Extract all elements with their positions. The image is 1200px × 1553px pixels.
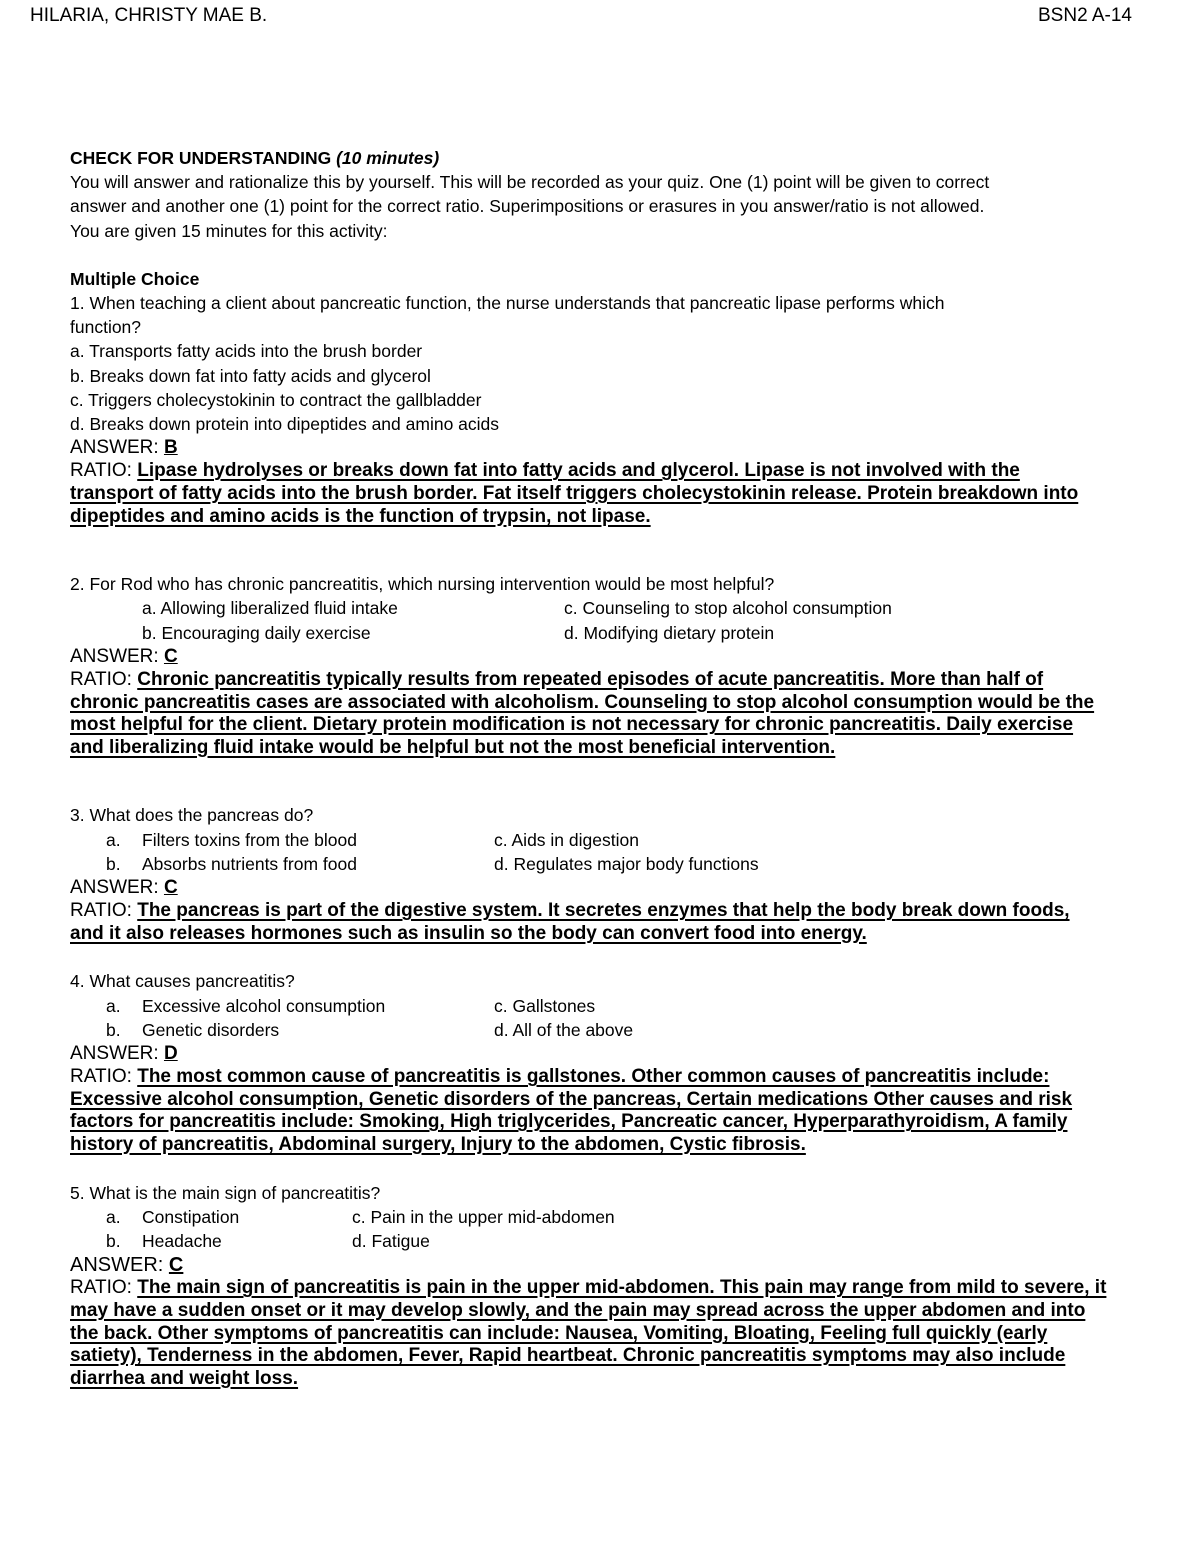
- instructions-line: You are given 15 minutes for this activity:: [70, 220, 388, 241]
- options-grid: [70, 596, 1150, 644]
- option-d: d. All of the above: [494, 1019, 634, 1040]
- option-a: a. Allowing liberalized fluid intake: [142, 598, 398, 619]
- ratio-text: satiety), Tenderness in the abdomen, Fever, Rapid heartbeat. Chronic pancreatitis symptoms may also include: [70, 1345, 1066, 1367]
- ratio-label: RATIO:: [70, 460, 132, 482]
- ratio-text: diarrhea and weight loss.: [70, 1367, 299, 1389]
- answer-label: ANSWER:: [70, 645, 159, 667]
- student-name: HILARIA, CHRISTY MAE B.: [30, 5, 268, 26]
- answer-key: C: [163, 645, 178, 667]
- answer-line: [70, 645, 1150, 669]
- activity-title: CHECK FOR UNDERSTANDING: [70, 148, 332, 168]
- answer-label: ANSWER:: [70, 1254, 164, 1277]
- ratio-text: may have a sudden onset or it may develop slowly, and the pain may spread across the upper abdomen and into: [70, 1299, 1086, 1321]
- option-b: b. Encouraging daily exercise: [142, 622, 371, 643]
- instructions-line: You will answer and rationalize this by yourself. This will be recorded as your quiz. One (1) point will be given to correct: [70, 172, 990, 193]
- answer-label: ANSWER:: [70, 876, 159, 898]
- ratio-text: The main sign of pancreatitis is pain in the upper mid-abdomen. This pain may range from mild to severe, it: [137, 1277, 1107, 1299]
- ratio-block: [70, 1277, 1150, 1390]
- option-b: Genetic disorders: [142, 1019, 280, 1040]
- question-4: [70, 969, 1150, 1156]
- answer-key: B: [163, 437, 178, 459]
- option-c: c. Gallstones: [494, 995, 596, 1016]
- answer-label: ANSWER:: [70, 1042, 159, 1064]
- question-1: [70, 291, 1150, 528]
- option-b-letter: b.: [106, 1019, 121, 1040]
- ratio-block: [70, 669, 1150, 759]
- ratio-label: RATIO:: [70, 1277, 132, 1299]
- option-d: d. Breaks down protein into dipeptides and amino acids: [70, 414, 500, 435]
- page-header: [30, 4, 1132, 28]
- ratio-text: the back. Other symptoms of pancreatitis can include: Nausea, Vomiting, Bloating, Feeling full quickly (early: [70, 1322, 1048, 1344]
- answer-label: ANSWER:: [70, 437, 159, 459]
- ratio-text: and it also releases hormones such as insulin so the body can convert food into energy.: [70, 922, 867, 944]
- ratio-text: The pancreas is part of the digestive system. It secretes enzymes that help the body break down foods,: [137, 900, 1070, 922]
- option-c: c. Aids in digestion: [494, 829, 639, 850]
- option-b: Headache: [142, 1230, 222, 1251]
- option-d: d. Fatigue: [352, 1230, 430, 1251]
- ratio-text: transport of fatty acids into the brush border. Fat itself triggers cholecystokinin release. Protein breakdown into: [70, 483, 1079, 505]
- question-stem: function?: [70, 317, 142, 338]
- options-grid: [70, 994, 1150, 1042]
- answer-line: [70, 1042, 1150, 1066]
- question-stem: 5. What is the main sign of pancreatitis?: [70, 1182, 381, 1203]
- ratio-text: factors for pancreatitis include: Smoking, High triglycerides, Pancreatic cancer, Hyperparathyroidism, A family: [70, 1111, 1068, 1133]
- student-section: BSN2 A-14: [1038, 5, 1132, 26]
- answer-line: [70, 876, 1150, 900]
- ratio-text: Lipase hydrolyses or breaks down fat into fatty acids and glycerol. Lipase is not involved with the: [137, 460, 1020, 482]
- option-c: c. Pain in the upper mid-abdomen: [352, 1206, 615, 1227]
- option-a: a. Transports fatty acids into the brush border: [70, 341, 423, 362]
- ratio-text: most helpful for the client. Dietary protein modification is not necessary for chronic pancreatitis. Daily exercise: [70, 714, 1074, 736]
- document-body: [70, 146, 1150, 1390]
- activity-title-line: [70, 146, 1150, 170]
- ratio-block: [70, 900, 1150, 945]
- option-d: d. Modifying dietary protein: [564, 622, 775, 643]
- option-a-letter: a.: [106, 995, 121, 1016]
- ratio-text: and liberalizing fluid intake would be helpful but not the most beneficial intervention.: [70, 736, 836, 758]
- answer-key: C: [168, 1254, 184, 1277]
- ratio-label: RATIO:: [70, 1066, 132, 1088]
- ratio-block: [70, 1066, 1150, 1156]
- question-2: [70, 572, 1150, 759]
- option-a: Constipation: [142, 1206, 240, 1227]
- option-a: Excessive alcohol consumption: [142, 995, 386, 1016]
- instructions-line: answer and another one (1) point for the correct ratio. Superimpositions or erasures in you answer/ratio is not allowed.: [70, 196, 985, 217]
- answer-key: D: [163, 1042, 178, 1064]
- ratio-text: Chronic pancreatitis typically results from repeated episodes of acute pancreatitis. More than half of: [137, 669, 1044, 691]
- ratio-text: history of pancreatitis, Abdominal surgery, Injury to the abdomen, Cystic fibrosis.: [70, 1133, 806, 1155]
- ratio-text: chronic pancreatitis cases are associated with alcoholism. Counseling to stop alcohol consumption would be the: [70, 691, 1095, 713]
- answer-line: [70, 1253, 1150, 1277]
- question-3: [70, 803, 1150, 945]
- options-grid: [70, 1205, 1150, 1253]
- question-5: [70, 1181, 1150, 1391]
- section-title: Multiple Choice: [70, 268, 200, 289]
- ratio-text: Excessive alcohol consumption, Genetic disorders of the pancreas, Certain medications Other causes and risk: [70, 1088, 1073, 1110]
- ratio-label: RATIO:: [70, 669, 132, 691]
- option-c: c. Counseling to stop alcohol consumption: [564, 598, 892, 619]
- option-d: d. Regulates major body functions: [494, 853, 759, 874]
- ratio-text: dipeptides and amino acids is the function of trypsin, not lipase.: [70, 505, 651, 527]
- option-a-letter: a.: [106, 829, 121, 850]
- activity-duration: (10 minutes): [336, 148, 440, 168]
- question-stem: 1. When teaching a client about pancreatic function, the nurse understands that pancreatic lipase performs which: [70, 293, 945, 314]
- option-b: b. Breaks down fat into fatty acids and glycerol: [70, 365, 431, 386]
- options-grid: [70, 828, 1150, 876]
- ratio-block: [70, 460, 1150, 528]
- option-a: Filters toxins from the blood: [142, 829, 357, 850]
- question-stem: 3. What does the pancreas do?: [70, 805, 314, 826]
- question-stem: 2. For Rod who has chronic pancreatitis, which nursing intervention would be most helpful?: [70, 574, 775, 595]
- option-b: Absorbs nutrients from food: [142, 853, 357, 874]
- option-b-letter: b.: [106, 853, 121, 874]
- option-b-letter: b.: [106, 1230, 121, 1251]
- question-stem: 4. What causes pancreatitis?: [70, 971, 295, 992]
- option-c: c. Triggers cholecystokinin to contract the gallbladder: [70, 389, 482, 410]
- ratio-label: RATIO:: [70, 900, 132, 922]
- ratio-text: The most common cause of pancreatitis is gallstones. Other common causes of pancreatitis include:: [137, 1066, 1050, 1088]
- answer-line: [70, 436, 1150, 460]
- option-a-letter: a.: [106, 1206, 121, 1227]
- answer-key: C: [163, 876, 178, 898]
